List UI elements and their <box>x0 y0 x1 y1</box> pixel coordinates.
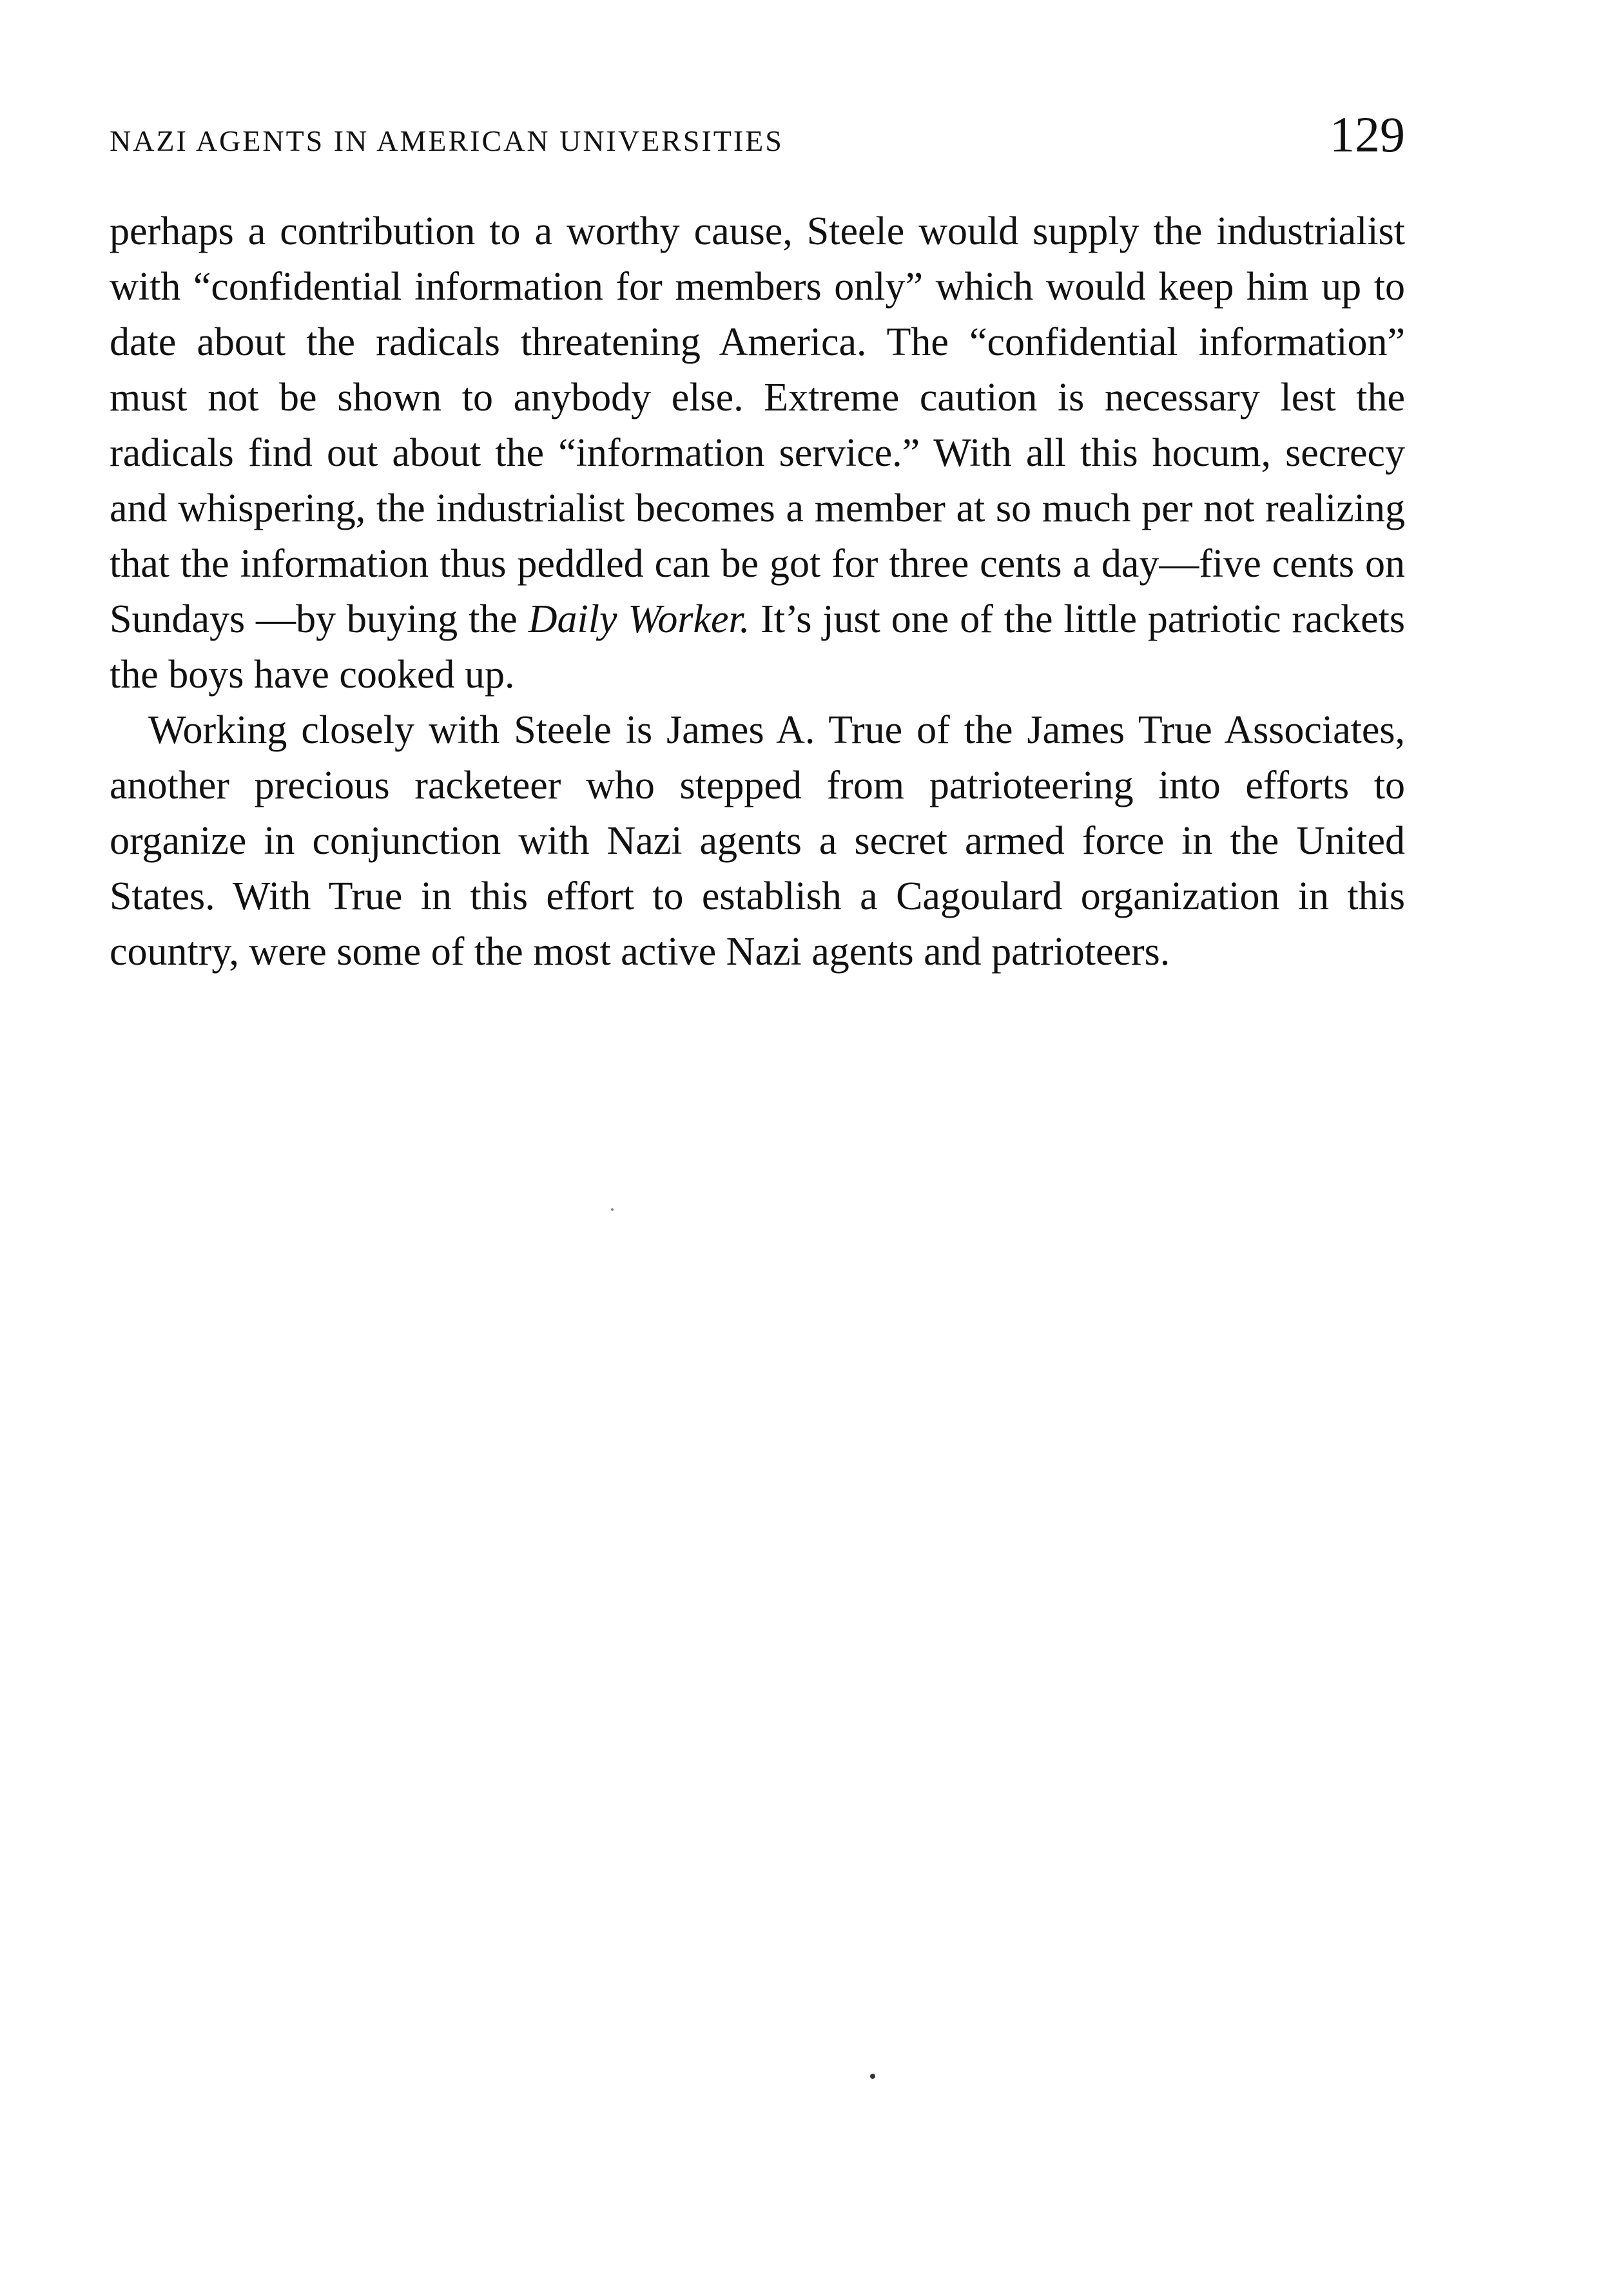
running-header <box>110 106 1405 180</box>
body-text <box>110 204 1405 979</box>
paragraph-text: It’s just one of the little patriotic rackets the boys have cooked up. <box>110 597 1405 697</box>
paragraph: Working closely with Steele is James A. True of the James True Associates, another precious racketeer who stepped from patrioteering into efforts to organize in conjunction with Nazi agents a secret armed force in the United States. With True in this effort to establish a Cagoulard organization in this country, were some of the most active Nazi agents and patrioteers. <box>110 708 1405 974</box>
book-page <box>110 106 1405 979</box>
speck-mark <box>870 2074 875 2079</box>
page-number: 129 <box>1330 106 1405 162</box>
paragraph <box>110 204 1405 702</box>
paragraph-text: perhaps a contribution to a worthy cause, Steele would supply the industrialist with “confidential information for members only” which would keep him up to date about the radicals threatening America. The “confidential information” must not be shown to anybody else. Extreme caution is necessary lest the radicals find out about the “information service.” With all this hocum, secrecy and whispering, the industrialist becomes a member at so much per not realizing that the information thus peddled can be got for three cents a day—five cents on Sundays —by buying the <box>110 209 1405 641</box>
speck-mark <box>611 1208 614 1211</box>
italic-title: Daily Worker. <box>528 597 750 641</box>
running-title: NAZI AGENTS IN AMERICAN UNIVERSITIES <box>110 124 784 157</box>
